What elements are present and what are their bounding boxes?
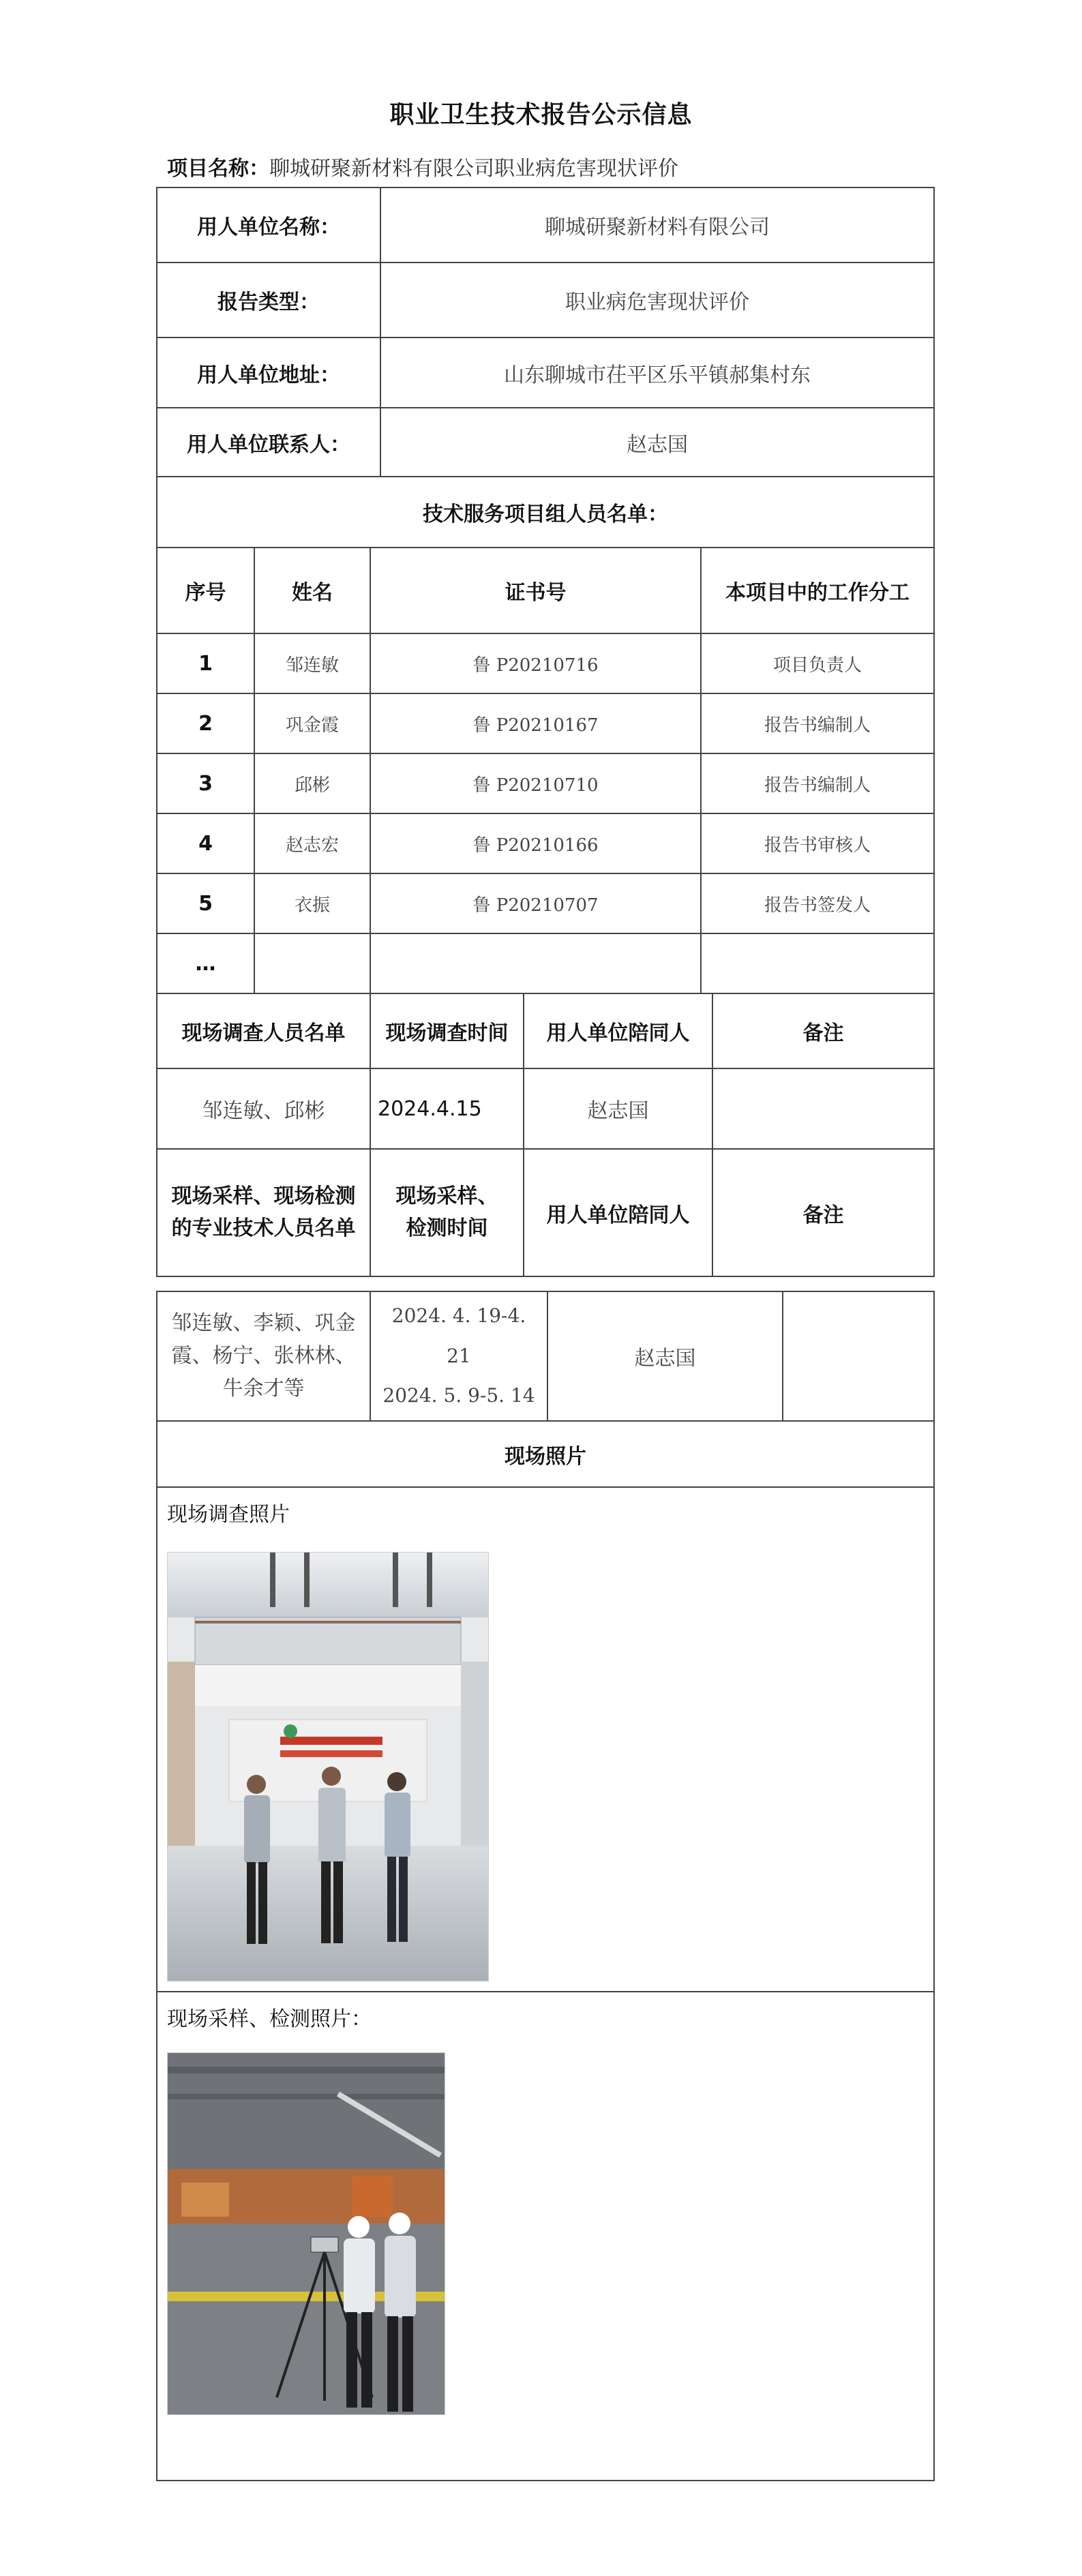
info-row-report-type (157, 263, 934, 338)
team-header-cert: 证书号 (370, 548, 701, 633)
unit-contact-value: 赵志国 (380, 408, 934, 477)
member-cert (370, 933, 701, 993)
survey-photo-label: 现场调查照片 (167, 1503, 290, 1527)
member-name: 邱彬 (254, 753, 370, 813)
survey-note (712, 1068, 934, 1149)
photos-heading-row (157, 1421, 934, 1487)
survey-header-people: 现场调查人员名单 (157, 993, 370, 1068)
member-no: … (157, 933, 254, 993)
survey-escort: 赵志国 (524, 1068, 712, 1149)
sampling-escort: 赵志国 (547, 1291, 783, 1421)
page-title: 职业卫生技术报告公示信息 (389, 101, 693, 129)
member-role: 报告书签发人 (701, 873, 934, 933)
sampling-time-range-2: 2024. 5. 9-5. 14 (382, 1384, 535, 1407)
member-role: 项目负责人 (701, 633, 934, 693)
sampling-header-escort: 用人单位陪同人 (524, 1149, 712, 1276)
unit-address-value: 山东聊城市茌平区乐平镇郝集村东 (380, 338, 934, 408)
member-cert: 鲁 P20210167 (370, 693, 701, 753)
project-name-line (167, 151, 678, 181)
sampling-header-note: 备注 (712, 1149, 934, 1276)
member-no: 5 (157, 873, 254, 933)
member-role (701, 933, 934, 993)
sampling-photo (167, 2052, 445, 2415)
sampling-people: 邹连敏、李颖、巩金霞、杨宁、张林林、牛余才等 (157, 1291, 370, 1421)
project-name-label: 项目名称： (167, 157, 269, 181)
survey-header-time: 现场调查时间 (370, 993, 524, 1068)
member-no: 2 (157, 693, 254, 753)
unit-address-label: 用人单位地址： (157, 338, 380, 408)
table-row (157, 693, 934, 753)
table-row (157, 933, 934, 993)
member-name: 赵志宏 (254, 813, 370, 873)
sampling-header-time: 现场采样、检测时间 (370, 1149, 524, 1276)
survey-row (157, 1068, 934, 1149)
team-heading-row (157, 477, 934, 548)
table-row (157, 813, 934, 873)
team-header-name: 姓名 (254, 548, 370, 633)
sampling-time (370, 1291, 547, 1421)
member-cert: 鲁 P20210166 (370, 813, 701, 873)
unit-name-value: 聊城研聚新材料有限公司 (380, 188, 934, 263)
survey-header-row (157, 993, 934, 1068)
member-name: 邹连敏 (254, 633, 370, 693)
sampling-header-people: 现场采样、现场检测的专业技术人员名单 (157, 1149, 370, 1276)
survey-photo (167, 1552, 489, 1981)
member-name: 巩金霞 (254, 693, 370, 753)
member-cert: 鲁 P20210710 (370, 753, 701, 813)
survey-header-note: 备注 (712, 993, 934, 1068)
report-type-label: 报告类型： (157, 263, 380, 338)
sampling-time-range-1: 2024. 4. 19-4. 21 (391, 1304, 526, 1367)
sampling-photo-table (156, 1291, 935, 2481)
table-row (157, 753, 934, 813)
member-role: 报告书编制人 (701, 753, 934, 813)
team-header-role: 本项目中的工作分工 (701, 548, 934, 633)
info-row-unit-address (157, 338, 934, 408)
team-heading: 技术服务项目组人员名单： (157, 477, 934, 548)
table-row (157, 873, 934, 933)
sampling-header-row (157, 1149, 934, 1276)
survey-header-escort: 用人单位陪同人 (524, 993, 712, 1068)
unit-contact-label: 用人单位联系人： (157, 408, 380, 477)
project-name-value: 聊城研聚新材料有限公司职业病危害现状评价 (269, 157, 678, 181)
sampling-row (157, 1291, 934, 1421)
member-cert: 鲁 P20210707 (370, 873, 701, 933)
sampling-photo-cell (157, 1992, 934, 2481)
survey-people: 邹连敏、邱彬 (157, 1068, 370, 1149)
member-name (254, 933, 370, 993)
member-no: 3 (157, 753, 254, 813)
sampling-note (783, 1291, 934, 1421)
member-cert: 鲁 P20210716 (370, 633, 701, 693)
team-header-no: 序号 (157, 548, 254, 633)
survey-photo-cell (157, 1487, 934, 1992)
photos-heading: 现场照片 (157, 1421, 934, 1487)
member-role: 报告书审核人 (701, 813, 934, 873)
survey-photo-row (157, 1487, 934, 1992)
table-row (157, 633, 934, 693)
member-no: 4 (157, 813, 254, 873)
team-header-row (157, 548, 934, 633)
sampling-photo-row (157, 1992, 934, 2481)
info-row-unit-contact (157, 408, 934, 477)
sampling-photo-label: 现场采样、检测照片： (167, 2007, 372, 2031)
survey-time: 2024.4.15 (370, 1068, 524, 1149)
report-info-table (156, 187, 935, 1277)
member-no: 1 (157, 633, 254, 693)
unit-name-label: 用人单位名称： (157, 188, 380, 263)
report-type-value: 职业病危害现状评价 (380, 263, 934, 338)
member-role: 报告书编制人 (701, 693, 934, 753)
info-row-unit-name (157, 188, 934, 263)
member-name: 衣振 (254, 873, 370, 933)
